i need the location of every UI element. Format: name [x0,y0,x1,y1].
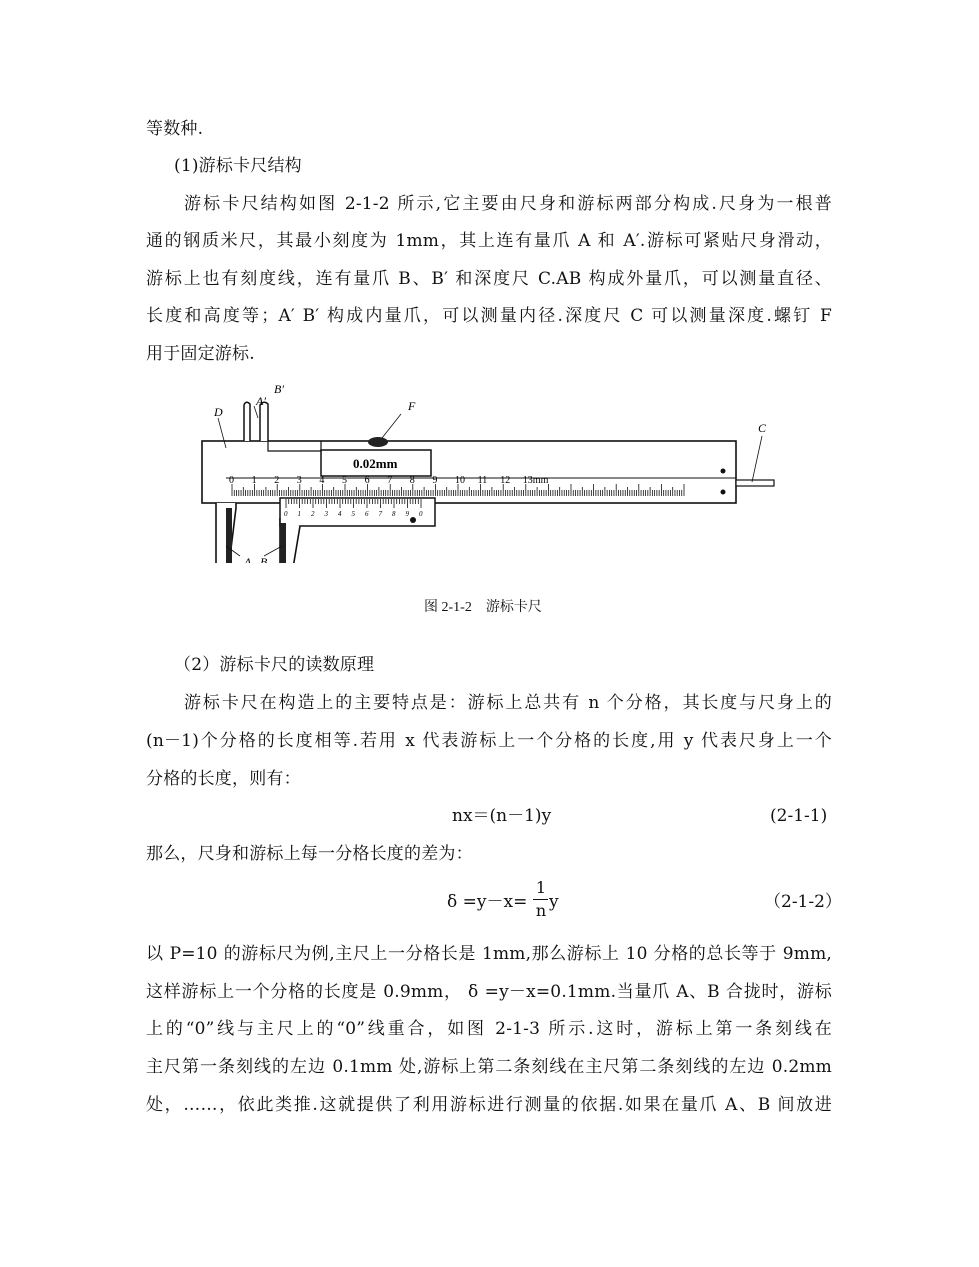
main-scale-number: 7 [387,475,393,486]
text-line: 这样游标上一个分格的长度是 0.9mm， δ =y－x=0.1mm.当量爪 A、B 合拢时，游标 [146,982,832,1002]
vernier-scale-number: 4 [338,510,342,518]
fraction-bar [533,899,548,900]
equation-number: (2-1-1) [770,806,828,826]
main-scale-number: 5 [342,475,347,486]
main-scale-number: 6 [364,475,370,486]
vernier-scale-number: 5 [351,510,355,518]
vernier-scale-number: 2 [311,510,315,518]
equation-2-1-2-left: δ =y－x= [447,892,528,912]
section-heading: (1)游标卡尺结构 [174,156,302,176]
main-scale-number: 8 [409,475,415,486]
main-scale-number: 2 [274,475,280,486]
text-line: 分格的长度，则有： [146,769,301,789]
depth-rod-c [736,480,774,486]
label-f: F [408,399,416,413]
vernier-scale-number: 6 [365,510,369,518]
label-a: A [244,555,252,563]
main-scale-number: 9 [432,475,438,486]
fraction-denominator: n [535,901,547,920]
equation-number: （2-1-2） [764,892,842,912]
label-a-prime: A′ [256,394,266,408]
vernier-scale-number: 8 [392,510,396,518]
rivet [721,469,726,474]
jaw-a-face [226,508,232,563]
jaw-b-face [280,523,286,563]
vernier-scale-number: 9 [405,510,409,518]
text-line: 那么，尺身和游标上每一分格长度的差为： [146,844,473,864]
vernier-scale-number: 3 [324,510,328,518]
rivet [721,490,726,495]
fraction-numerator: 1 [535,878,547,897]
main-scale-number: 13mm [522,475,549,486]
main-scale-number: 11 [477,475,488,486]
text-line: 以 P=10 的游标尺为例,主尺上一分格长是 1mm,那么游标上 10 分格的总长等于 9mm, [146,944,832,964]
main-scale-number: 0 [229,475,234,486]
main-scale-number: 3 [296,475,302,486]
main-scale-number: 4 [319,475,325,486]
rivet [410,517,416,523]
text-line: 游标卡尺在构造上的主要特点是：游标上总共有 n 个分格，其长度与尺身上的 [184,693,832,713]
inner-jaw-a-prime [244,402,250,441]
inner-jaw-b-prime [260,402,268,441]
label-d: D [214,405,223,419]
main-scale-numbers [229,475,549,486]
text-line: 用于固定游标. [146,344,255,364]
vernier-scale-number: 0 [419,510,423,518]
section-heading: （2）游标卡尺的读数原理 [174,655,375,675]
text-line: 等数种. [146,119,204,139]
equation-2-1-1: nx＝(n－1)y [452,806,552,826]
label-c: C [758,421,767,435]
equation-2-1-2-right: y [549,892,559,912]
text-line: 游标卡尺结构如图 2-1-2 所示,它主要由尺身和游标两部分构成.尺身为一根普 [184,194,832,214]
vernier-caliper-diagram [196,378,786,563]
text-line: 游标上也有刻度线，连有量爪 B、B′ 和深度尺 C.AB 构成外量爪，可以测量直径、 [146,269,832,289]
label-b-prime: B′ [274,382,284,396]
text-line: 通的钢质米尺，其最小刻度为 1mm，其上连有量爪 A 和 A′.游标可紧贴尺身滑动， [146,231,832,251]
main-scale-number: 1 [251,475,257,486]
vernier-scale-number: 7 [378,510,382,518]
text-line: 处，……，依此类推.这就提供了利用游标进行测量的依据.如果在量爪 A、B 间放进 [146,1095,832,1115]
figure-caption: 图 2-1-2 游标卡尺 [424,600,542,615]
vernier-scale-number: 0 [284,510,288,518]
main-scale-number: 12 [500,475,511,486]
vernier-scale-number: 1 [297,510,301,518]
label-b: B [260,555,268,563]
screw-f [368,437,388,447]
text-line: 主尺第一条刻线的左边 0.1mm 处,游标上第二条刻线在主尺第二条刻线的左边 0.2mm [146,1057,832,1077]
text-line: (n－1)个分格的长度相等.若用 x 代表游标上一个分格的长度,用 y 代表尺身上一个 [146,731,832,751]
text-line: 长度和高度等；A′ B′ 构成内量爪，可以测量内径.深度尺 C 可以测量深度.螺钉 F [146,306,832,326]
main-scale-number: 10 [455,475,465,486]
precision-label: 0.02mm [353,456,398,471]
text-line: 上的“0”线与主尺上的“0”线重合，如图 2-1-3 所示.这时，游标上第一条刻线在 [146,1019,832,1039]
vernier-caliper-figure [196,378,786,615]
